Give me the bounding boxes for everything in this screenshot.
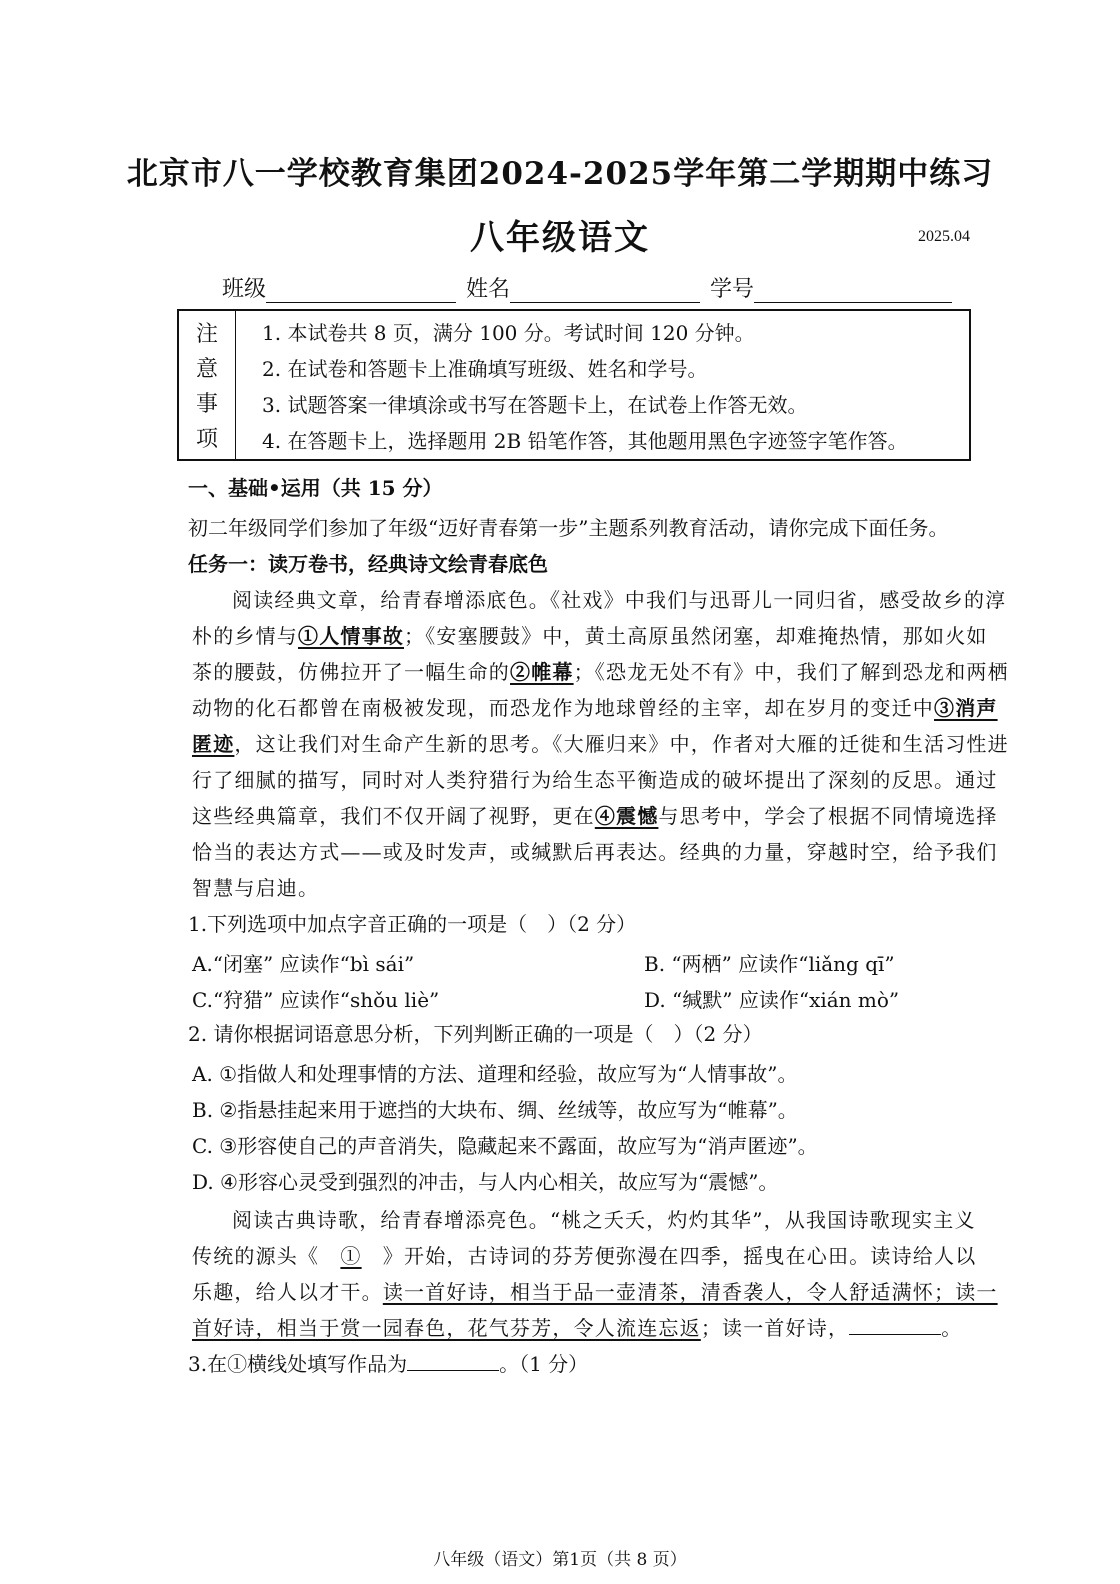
page-footer: 八年级（语文）第1页（共 8 页） (433, 1550, 687, 1570)
marked-word-2: ②帷幕 (510, 660, 574, 684)
marked-word-4: ④震憾 (594, 804, 659, 828)
passage-line: 行了细腻的描写，同时对人类狩猎行为给生态平衡造成的破坏提出了深刻的反思。通过 (192, 768, 998, 792)
class-field[interactable] (266, 280, 456, 303)
question-3-stem: 3.在①横线处填写作品为 。（1 分） (188, 1352, 589, 1376)
section-heading: 一、基础•运用（共 15 分） (188, 476, 443, 500)
q1-option-a[interactable]: A.“闭塞” 应读作“bì sái” (192, 952, 415, 976)
name-label: 姓名 (466, 277, 511, 302)
id-label: 学号 (710, 277, 755, 302)
student-info-row (222, 272, 952, 303)
q1-option-c[interactable]: C.“狩猎” 应读作“shǒu liè” (192, 988, 440, 1012)
marked-word-3a: ③消声 (934, 696, 998, 720)
marked-word-1: ①人情事故 (298, 624, 404, 648)
notice-heading-char: 意 (195, 357, 218, 382)
exam-date: 2025.04 (918, 228, 970, 245)
passage-line: 阅读经典文章，给青春增添底色。《社戏》中我们与迅哥儿一同归省，感受故乡的淳 (232, 588, 1007, 612)
exam-title: 北京市八一学校教育集团2024-2025学年第二学期期中练习 (126, 156, 994, 192)
poem-passage-line: 乐趣，给人以才干。读一首好诗，相当于品一壶清茶，清香袭人，令人舒适满怀；读一 (192, 1280, 998, 1304)
q2-option-c[interactable]: C. ③形容使自己的声音消失，隐藏起来不露面，故应写为“消声匿迹”。 (192, 1134, 818, 1158)
q1-option-d[interactable]: D. “缄默” 应读作“xián mò” (644, 988, 900, 1012)
name-field[interactable] (510, 280, 700, 303)
passage-line: 恰当的表达方式——或及时发声，或缄默后再表达。经典的力量，穿越时空，给予我们 (192, 840, 998, 864)
id-field[interactable] (754, 280, 952, 303)
answer-blank[interactable] (849, 1316, 941, 1335)
notice-heading-char: 注 (195, 322, 218, 347)
poem-passage-line: 传统的源头《 ① 》开始，古诗词的芬芳便弥漫在四季，摇曳在心田。读诗给人以 (192, 1244, 977, 1268)
q2-option-d[interactable]: D. ④形容心灵受到强烈的冲击，与人内心相关，故应写为“震憾”。 (192, 1170, 779, 1194)
question-1-stem: 1.下列选项中加点字音正确的一项是（ ）（2 分） (188, 912, 637, 936)
notice-heading-char: 事 (195, 392, 218, 417)
task-heading: 任务一：读万卷书，经典诗文绘青春底色 (188, 552, 548, 576)
underlined-sentence: 读一首好诗，相当于品一壶清茶，清香袭人，令人舒适满怀；读一 (382, 1280, 998, 1304)
notice-item: 1. 本试卷共 8 页，满分 100 分。考试时间 120 分钟。 (262, 320, 755, 345)
notice-item: 3. 试题答案一律填涂或书写在答题卡上，在试卷上作答无效。 (262, 392, 808, 417)
passage-line: 这些经典篇章，我们不仅开阔了视野，更在④震憾与思考中，学会了根据不同情境选择 (192, 804, 998, 828)
question-2-stem: 2. 请你根据词语意思分析，下列判断正确的一项是（ ）（2 分） (188, 1022, 763, 1046)
passage-line: 动物的化石都曾在南极被发现，而恐龙作为地球曾经的主宰，却在岁月的变迁中③消声 (192, 696, 998, 720)
poem-passage-line: 首好诗，相当于赏一园春色，花气芬芳，令人流连忘返；读一首好诗， 。 (192, 1316, 963, 1340)
notice-box (177, 309, 971, 461)
section-intro: 初二年级同学们参加了年级“迈好青春第一步”主题系列教育活动，请你完成下面任务。 (188, 516, 949, 540)
passage-line: 匿迹，这让我们对生命产生新的思考。《大雁归来》中，作者对大雁的迁徙和生活习性进 (192, 732, 1009, 756)
q1-option-b[interactable]: B. “两栖” 应读作“liǎng qī” (644, 952, 895, 976)
passage-line: 朴的乡情与①人情事故；《安塞腰鼓》中，黄土高原虽然闭塞，却难掩热情，那如火如 (192, 624, 988, 648)
passage-line: 智慧与启迪。 (192, 876, 320, 900)
exam-subtitle: 八年级语文 (470, 218, 650, 258)
notice-item: 2. 在试卷和答题卡上准确填写班级、姓名和学号。 (262, 356, 708, 381)
underlined-sentence: 首好诗，相当于赏一园春色，花气芬芳，令人流连忘返 (192, 1316, 701, 1340)
poem-passage-line: 阅读古典诗歌，给青春增添亮色。“桃之夭夭，灼灼其华”，从我国诗歌现实主义 (232, 1208, 976, 1232)
notice-list (236, 311, 969, 459)
passage-line: 茶的腰鼓，仿佛拉开了一幅生命的②帷幕；《恐龙无处不有》中，我们了解到恐龙和两栖 (192, 660, 1009, 684)
q2-option-b[interactable]: B. ②指悬挂起来用于遮挡的大块布、绸、丝绒等，故应写为“帷幕”。 (192, 1098, 798, 1122)
class-label: 班级 (222, 277, 267, 302)
answer-blank[interactable] (407, 1352, 499, 1371)
marked-word-3b: 匿迹 (192, 732, 235, 756)
notice-heading-char: 项 (195, 427, 218, 452)
notice-heading (179, 311, 236, 459)
notice-item: 4. 在答题卡上，选择题用 2B 铅笔作答，其他题用黑色字迹签字笔作答。 (262, 428, 908, 453)
blank-1[interactable]: ① (340, 1244, 362, 1268)
q2-option-a[interactable]: A. ①指做人和处理事情的方法、道理和经验，故应写为“人情事故”。 (192, 1062, 798, 1086)
